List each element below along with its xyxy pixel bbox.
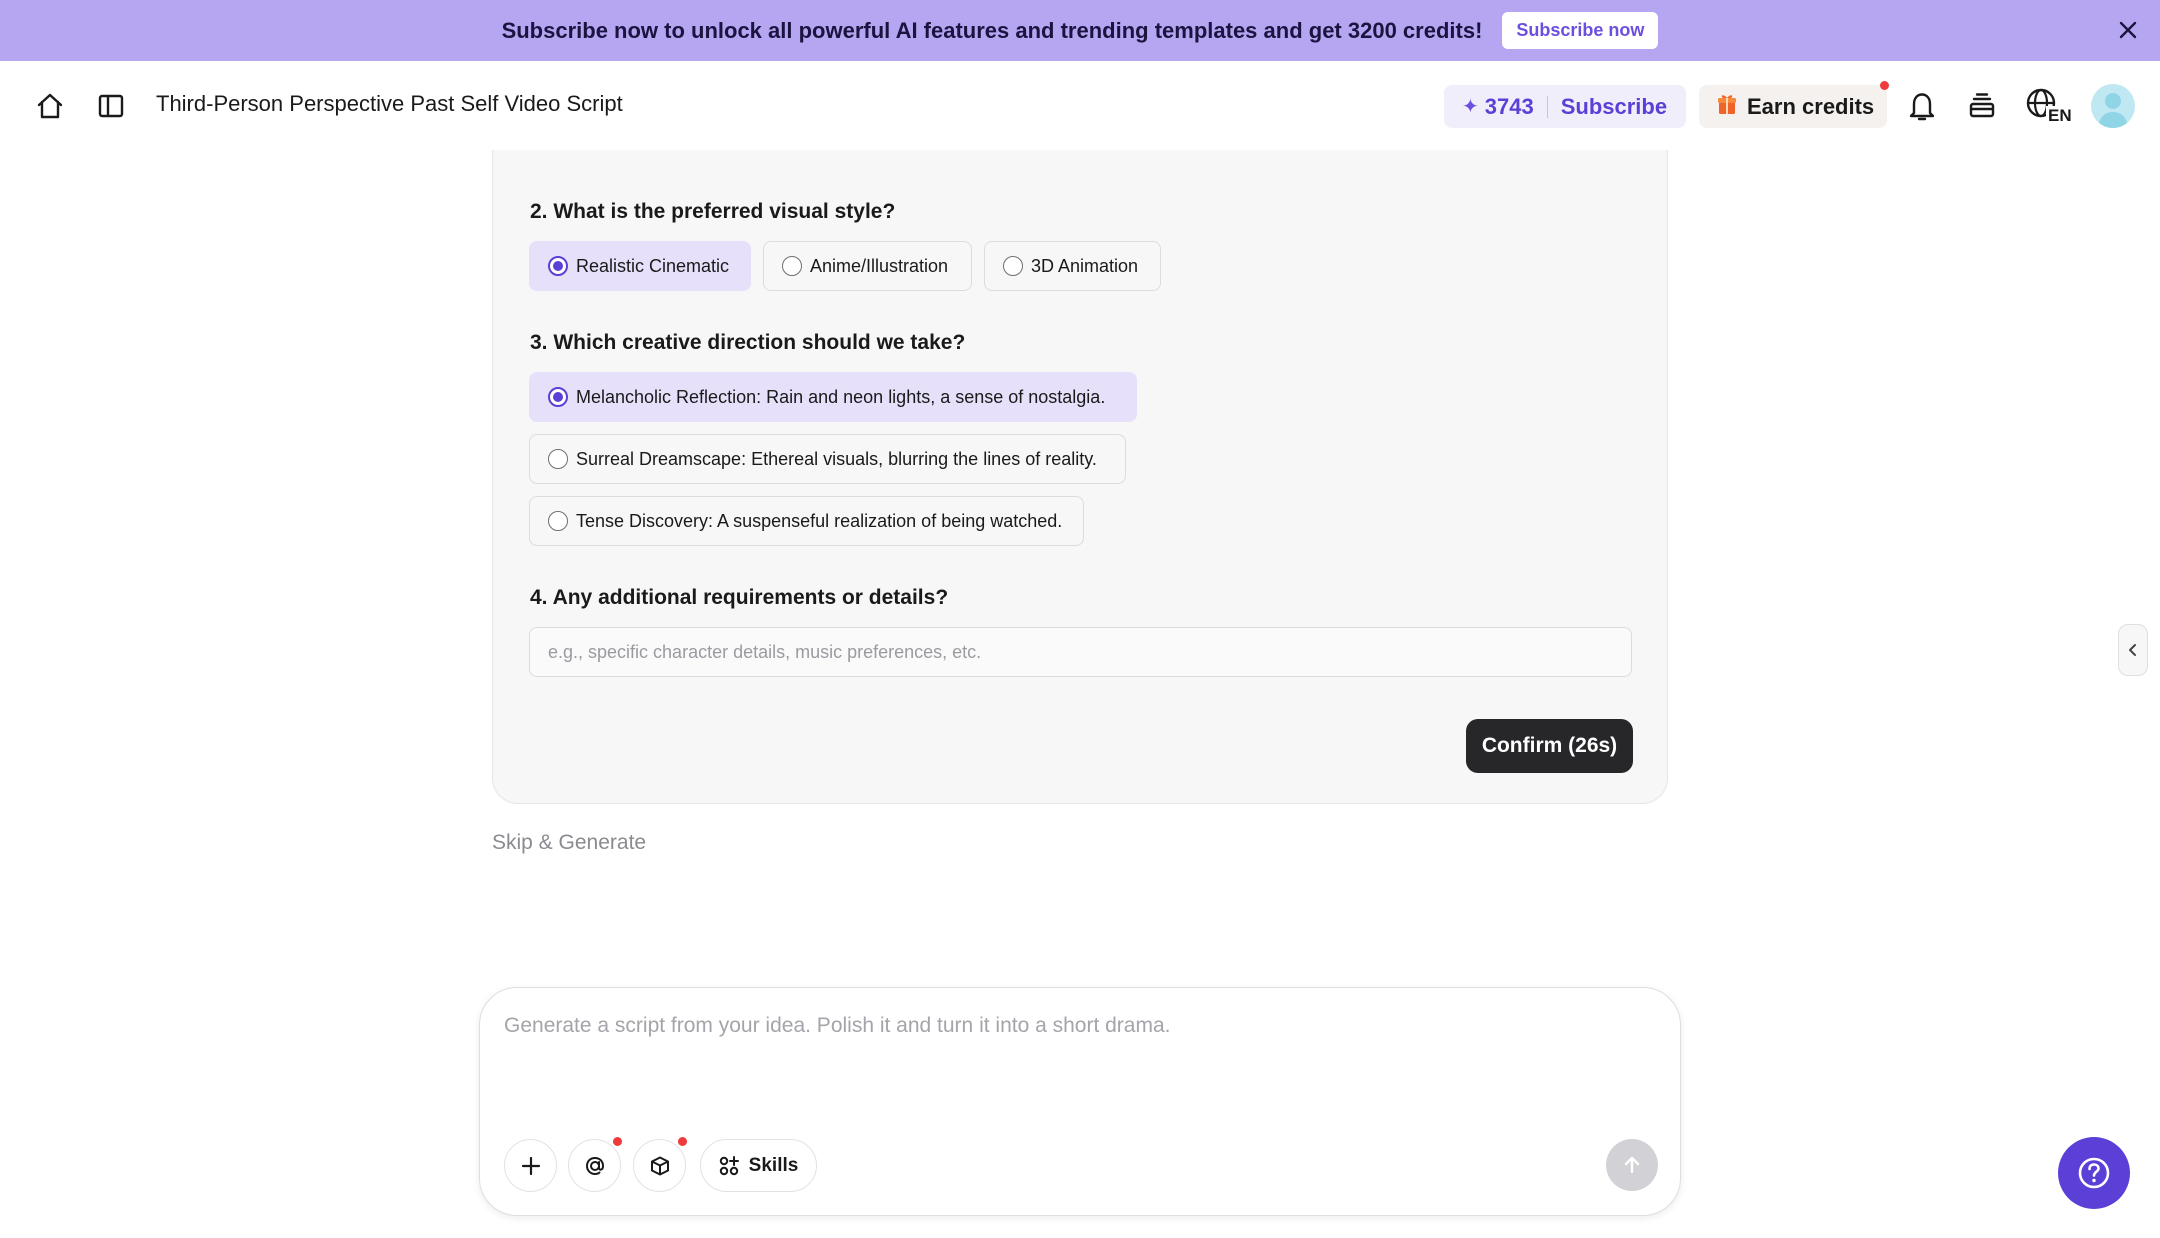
chevron-left-icon <box>2127 642 2139 658</box>
avatar[interactable] <box>2091 84 2135 128</box>
stack-icon[interactable] <box>1964 88 2000 124</box>
sparkle-icon: ✦ <box>1462 96 1479 118</box>
radio-selected <box>548 387 568 407</box>
page-title: Third-Person Perspective Past Self Video Script <box>156 91 623 116</box>
svg-text:EN: EN <box>2048 106 2072 124</box>
option-anime-illustration[interactable] <box>763 241 972 291</box>
bell-icon[interactable] <box>1904 88 1940 124</box>
skip-generate-link[interactable]: Skip & Generate <box>492 831 647 854</box>
model-button[interactable] <box>633 1139 686 1192</box>
additional-details-input[interactable] <box>529 627 1632 677</box>
home-icon[interactable] <box>32 88 68 124</box>
gift-icon <box>1717 93 1737 120</box>
model-notification-dot <box>678 1137 687 1146</box>
option-realistic-cinematic[interactable] <box>529 241 751 291</box>
option-label: Realistic Cinematic <box>576 255 730 276</box>
top-header <box>0 61 2160 151</box>
clarification-card <box>492 150 1668 804</box>
earn-notification-dot <box>1880 81 1889 90</box>
banner-text: Subscribe now to unlock all powerful AI features and trending templates and get 3200 credits! <box>501 17 1483 43</box>
help-icon <box>2077 1156 2111 1190</box>
close-icon[interactable] <box>2114 16 2142 44</box>
credits-divider <box>1547 96 1548 118</box>
radio-unselected <box>548 449 568 469</box>
side-panel-toggle[interactable] <box>2118 624 2148 676</box>
radio-unselected <box>548 511 568 531</box>
mention-notification-dot <box>613 1137 622 1146</box>
prompt-box <box>479 987 1681 1216</box>
option-surreal-dreamscape[interactable] <box>529 434 1126 484</box>
subscribe-banner <box>0 0 2160 61</box>
add-button[interactable] <box>504 1139 557 1192</box>
question-4-title: 4. Any additional requirements or details? <box>530 586 949 609</box>
option-melancholic-reflection[interactable] <box>529 372 1137 422</box>
option-label: Tense Discovery: A suspenseful realization of being watched. <box>576 510 1063 531</box>
banner-subscribe-button[interactable]: Subscribe now <box>1502 12 1658 49</box>
sidebar-toggle-icon[interactable] <box>93 88 129 124</box>
prompt-input[interactable] <box>504 1014 1624 1038</box>
option-label: Anime/Illustration <box>810 255 949 276</box>
option-label: Melancholic Reflection: Rain and neon lights, a sense of nostalgia. <box>576 386 1106 407</box>
skills-grid-icon <box>719 1156 739 1176</box>
earn-credits-button[interactable] <box>1699 85 1887 128</box>
option-label: 3D Animation <box>1031 255 1139 276</box>
header-subscribe-link[interactable]: Subscribe <box>1560 93 1668 119</box>
arrow-up-icon <box>1621 1154 1643 1176</box>
plus-icon <box>520 1155 542 1177</box>
help-button[interactable] <box>2058 1137 2130 1209</box>
globe-en-icon[interactable] <box>2024 87 2072 123</box>
radio-unselected <box>782 256 802 276</box>
send-button[interactable] <box>1606 1139 1658 1191</box>
skills-button[interactable] <box>700 1139 817 1192</box>
mention-button[interactable] <box>568 1139 621 1192</box>
option-3d-animation[interactable] <box>984 241 1161 291</box>
at-icon <box>584 1155 606 1177</box>
credits-count: 3743 <box>1484 93 1534 119</box>
confirm-button[interactable]: Confirm (26s) <box>1466 719 1633 773</box>
option-label: Surreal Dreamscape: Ethereal visuals, blurring the lines of reality. <box>576 448 1097 469</box>
radio-selected <box>548 256 568 276</box>
credits-pill[interactable] <box>1444 85 1686 128</box>
earn-credits-label: Earn credits <box>1747 93 1875 119</box>
question-3-title: 3. Which creative direction should we take? <box>530 331 966 354</box>
option-tense-discovery[interactable] <box>529 496 1084 546</box>
question-2-title: 2. What is the preferred visual style? <box>530 200 896 223</box>
radio-unselected <box>1003 256 1023 276</box>
cube-icon <box>649 1155 671 1177</box>
skills-label: Skills <box>748 1154 799 1176</box>
